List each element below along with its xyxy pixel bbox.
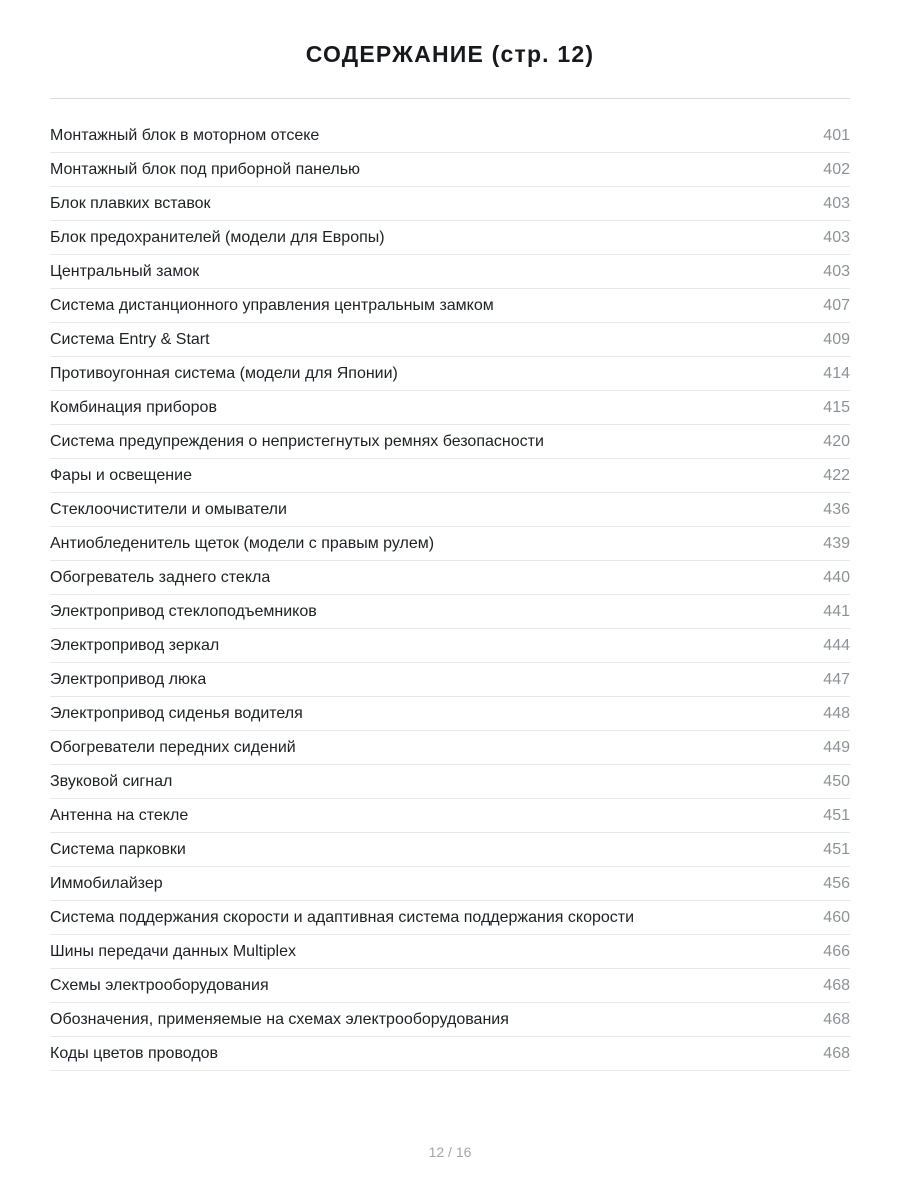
toc-row[interactable]	[50, 1003, 850, 1037]
toc-row[interactable]	[50, 493, 850, 527]
toc-entry-page-number: 456	[823, 874, 850, 892]
toc-entry-label: Электропривод люка	[50, 670, 207, 688]
toc-entry-label: Центральный замок	[50, 262, 200, 280]
toc-entry-page-number: 402	[823, 160, 850, 178]
toc-entry-label: Система Entry & Start	[50, 330, 210, 348]
toc-entry-label: Электропривод сиденья водителя	[50, 704, 303, 722]
toc-entry-page-number: 415	[823, 398, 850, 416]
toc-entry-label: Монтажный блок под приборной панелью	[50, 160, 361, 178]
toc-entry-label: Блок плавких вставок	[50, 194, 211, 212]
toc-entry-page-number: 422	[823, 466, 850, 484]
toc-entry-label: Комбинация приборов	[50, 398, 217, 416]
toc-row[interactable]	[50, 697, 850, 731]
toc-entry-page-number: 401	[823, 126, 850, 144]
toc-row[interactable]	[50, 833, 850, 867]
toc-entry-label: Антенна на стекле	[50, 806, 189, 824]
toc-entry-page-number: 436	[823, 500, 850, 518]
toc-entry-page-number: 468	[823, 1044, 850, 1062]
toc-entry-label: Система дистанционного управления центральным замком	[50, 296, 494, 314]
toc-row[interactable]	[50, 527, 850, 561]
toc-row[interactable]	[50, 629, 850, 663]
toc-row[interactable]	[50, 357, 850, 391]
toc-entry-page-number: 451	[823, 840, 850, 858]
toc-entry-page-number: 460	[823, 908, 850, 926]
toc-entry-page-number: 407	[823, 296, 850, 314]
toc-row[interactable]	[50, 323, 850, 357]
toc-row[interactable]	[50, 187, 850, 221]
toc-list	[50, 99, 850, 1071]
toc-entry-page-number: 466	[823, 942, 850, 960]
toc-entry-page-number: 403	[823, 262, 850, 280]
toc-row[interactable]	[50, 425, 850, 459]
toc-row[interactable]	[50, 119, 850, 153]
toc-entry-label: Система предупреждения о непристегнутых ремнях безопасности	[50, 432, 544, 450]
toc-entry-label: Обогреватели передних сидений	[50, 738, 296, 756]
toc-entry-label: Электропривод зеркал	[50, 636, 220, 654]
toc-entry-page-number: 450	[823, 772, 850, 790]
toc-entry-page-number: 447	[823, 670, 850, 688]
toc-entry-label: Шины передачи данных Multiplex	[50, 942, 296, 960]
toc-row[interactable]	[50, 221, 850, 255]
toc-row[interactable]	[50, 459, 850, 493]
toc-row[interactable]	[50, 1037, 850, 1071]
toc-entry-page-number: 409	[823, 330, 850, 348]
toc-entry-page-number: 439	[823, 534, 850, 552]
toc-row[interactable]	[50, 391, 850, 425]
toc-row[interactable]	[50, 867, 850, 901]
toc-entry-label: Антиобледенитель щеток (модели с правым рулем)	[50, 534, 435, 552]
toc-entry-page-number: 451	[823, 806, 850, 824]
toc-row[interactable]	[50, 153, 850, 187]
page-indicator: 12 / 16	[428, 1144, 472, 1160]
toc-entry-label: Фары и освещение	[50, 466, 192, 484]
toc-entry-label: Стеклоочистители и омыватели	[50, 500, 287, 518]
toc-entry-page-number: 468	[823, 1010, 850, 1028]
toc-row[interactable]	[50, 255, 850, 289]
toc-row[interactable]	[50, 935, 850, 969]
toc-row[interactable]	[50, 901, 850, 935]
toc-row[interactable]	[50, 289, 850, 323]
toc-entry-label: Монтажный блок в моторном отсеке	[50, 126, 320, 144]
toc-entry-page-number: 414	[823, 364, 850, 382]
toc-entry-label: Система поддержания скорости и адаптивная система поддержания скорости	[50, 908, 635, 926]
toc-entry-label: Обозначения, применяемые на схемах электрооборудования	[50, 1010, 509, 1028]
toc-entry-label: Система парковки	[50, 840, 186, 858]
toc-entry-label: Коды цветов проводов	[50, 1044, 219, 1062]
toc-entry-page-number: 449	[823, 738, 850, 756]
toc-entry-page-number: 403	[823, 194, 850, 212]
toc-entry-page-number: 420	[823, 432, 850, 450]
toc-entry-page-number: 448	[823, 704, 850, 722]
toc-entry-page-number: 440	[823, 568, 850, 586]
toc-row[interactable]	[50, 731, 850, 765]
toc-row[interactable]	[50, 561, 850, 595]
page-title: СОДЕРЖАНИЕ (стр. 12)	[305, 41, 595, 67]
toc-row[interactable]	[50, 663, 850, 697]
toc-entry-label: Схемы электрооборудования	[50, 976, 269, 994]
toc-entry-label: Иммобилайзер	[50, 874, 163, 892]
toc-entry-label: Звуковой сигнал	[50, 772, 173, 790]
toc-entry-label: Обогреватель заднего стекла	[50, 568, 271, 586]
toc-row[interactable]	[50, 799, 850, 833]
toc-entry-label: Блок предохранителей (модели для Европы)	[50, 228, 385, 246]
toc-entry-label: Электропривод стеклоподъемников	[50, 602, 317, 620]
toc-row[interactable]	[50, 595, 850, 629]
toc-entry-page-number: 441	[823, 602, 850, 620]
toc-row[interactable]	[50, 765, 850, 799]
toc-entry-page-number: 403	[823, 228, 850, 246]
toc-entry-label: Противоугонная система (модели для Японии)	[50, 364, 398, 382]
toc-entry-page-number: 444	[823, 636, 850, 654]
toc-entry-page-number: 468	[823, 976, 850, 994]
toc-row[interactable]	[50, 969, 850, 1003]
